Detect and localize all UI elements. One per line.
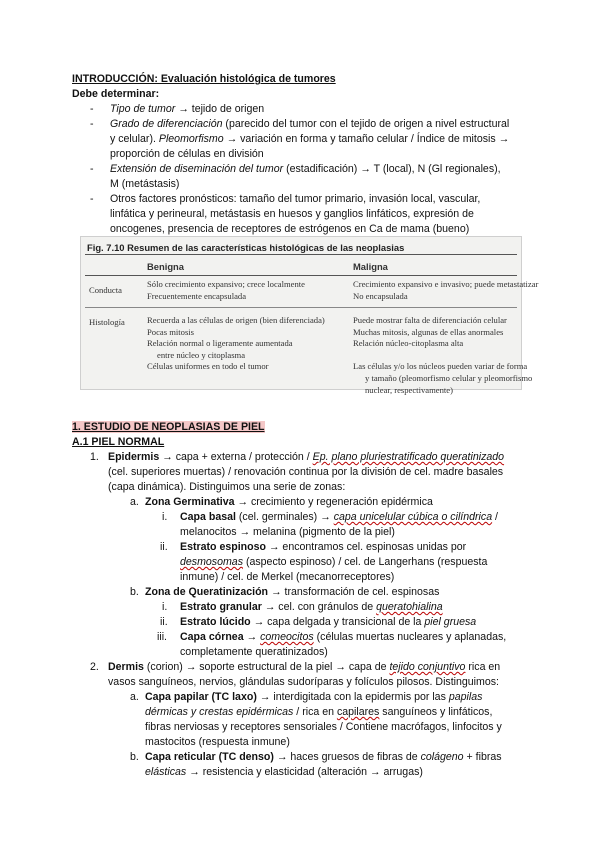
estrato-granular: Estrato granular → cel. con gránulos de queratohialina	[180, 601, 443, 613]
estrato-espinoso-number: ii.	[160, 541, 168, 553]
figure-cell-histologia-malignant: Puede mostrar falta de diferenciación celular Muchas mitosis, algunas de ellas anormales Relación núcleo-citoplasma alta Las células y/o los núcleos pueden variar de forma y tamaño (pleomorfismo celular y pleomorfismo nuclear, respectivamente)	[353, 315, 533, 395]
estrato-espinoso-line-1: Estrato espinoso → encontramos cel. espinosas unidas por	[180, 541, 467, 553]
dermis-line-2: vasos sanguíneos, nervios, glándulas sudoríparas y folículos pilosos. Distinguimos:	[108, 676, 499, 688]
intro-item-1: Tipo de tumor → tejido de origen	[110, 103, 265, 115]
figure-cell-conducta-benign: Sólo crecimiento expansivo; crece localmente Frecuentemente encapsulada	[147, 279, 305, 301]
figure-row-label-conducta: Conducta	[89, 285, 122, 295]
estrato-espinoso-line-2: desmosomas (aspecto espinoso) / cel. de Langerhans (respuesta	[180, 556, 488, 568]
capa-basal-line-1: Capa basal (cel. germinales) → capa unicelular cúbica o cilíndrica /	[180, 511, 498, 523]
figure-col-malignant: Maligna	[353, 261, 388, 272]
epidermis-line-2: (cel. superiores muertas) / renovación continua por la división de cel. madre basales	[108, 466, 504, 478]
capa-cornea-line-2: completamente queratinizados)	[180, 646, 328, 658]
figure-table	[80, 236, 539, 395]
section-1-subtitle: A.1 PIEL NORMAL	[72, 436, 165, 448]
estrato-lucido: Estrato lúcido → capa delgada y transicional de la piel gruesa	[180, 616, 477, 628]
capa-papilar-line-2: dérmicas y crestas epidérmicas / rica en capilares sanguíneos y linfáticos,	[145, 706, 493, 718]
epidermis-line-3: (capa dinámica). Distinguimos una serie de zonas:	[108, 481, 346, 493]
dermis-line-1: Dermis (corion) → soporte estructural de la piel → capa de tejido conjuntivo rica en	[108, 661, 501, 673]
intro-item-4-line-1: Otros factores pronósticos: tamaño del tumor primario, invasión local, vascular,	[110, 193, 481, 205]
dermis-number: 2.	[90, 661, 99, 673]
figure-rule-mid	[85, 307, 517, 308]
capa-cornea-number: iii.	[157, 631, 168, 643]
figure-row-label-histologia: Histología	[89, 317, 125, 327]
intro-bullet-1: -	[90, 103, 94, 115]
intro-item-2-line-2: y celular). Pleomorfismo → variación en forma y tamaño celular / Índice de mitosis →	[110, 133, 510, 145]
intro-item-2-line-1: Grado de diferenciación (parecido del tumor con el tejido de origen a nivel estructural	[110, 118, 510, 130]
capa-cornea-line-1: Capa córnea → comeocitos (células muertas nucleares y aplanadas,	[180, 631, 507, 643]
intro-item-2-line-3: proporción de células en división	[110, 148, 264, 160]
intro-item-4-line-2: linfática y perineural, metástasis en huesos y ganglios linfáticos, expresión de	[110, 208, 474, 220]
capa-papilar-line-4: mastocitos (respuesta inmune)	[145, 736, 290, 748]
zona-queratinizacion: Zona de Queratinización → transformación de cel. espinosas	[145, 586, 440, 598]
figure-rule-top	[85, 254, 517, 255]
intro-item-4-line-3: oncogenes, presencia de receptores de estrógenos en Ca de mama (bueno)	[110, 223, 470, 235]
epidermis-line-1: Epidermis → capa + externa / protección / Ep. plano pluriestratificado queratinizado	[108, 451, 505, 463]
estrato-lucido-number: ii.	[160, 616, 168, 628]
intro-item-3-line-2: M (metástasis)	[110, 178, 180, 190]
zona-germinativa-letter: a.	[130, 496, 139, 508]
capa-basal-line-2: melanocitos → melanina (pigmento de la piel)	[180, 526, 395, 538]
figure-rule-header	[85, 275, 517, 276]
capa-papilar-line-1: Capa papilar (TC laxo) → interdigitada con la epidermis por las papilas	[145, 691, 483, 703]
capa-reticular-line-2: elásticas → resistencia y elasticidad (alteración → arrugas)	[145, 766, 423, 778]
capa-basal-number: i.	[162, 511, 168, 523]
figure-cell-histologia-benign: Recuerda a las células de origen (bien diferenciada) Pocas mitosis Relación normal o ligeramente aumentada entre núcleo y citoplasma Células uniformes en todo el tumor	[147, 315, 325, 372]
estrato-granular-number: i.	[162, 601, 168, 613]
figure-title: Fig. 7.10 Resumen de las características histológicas de las neoplasias	[87, 242, 405, 253]
figure-cell-conducta-malignant: Crecimiento expansivo e invasivo; puede metastatizar No encapsulada	[353, 279, 539, 301]
zona-germinativa: Zona Germinativa → crecimiento y regeneración epidérmica	[145, 496, 433, 508]
intro-bullet-4: -	[90, 193, 94, 205]
intro-item-3-line-1: Extensión de diseminación del tumor (estadificación) → T (local), N (Gl regionales),	[110, 163, 501, 175]
zona-queratinizacion-letter: b.	[130, 586, 139, 598]
intro-bullet-3: -	[90, 163, 94, 175]
capa-papilar-line-3: fibras nerviosas y receptores sensoriales / Contiene macrófagos, linfocitos y	[145, 721, 502, 733]
capa-reticular-line-1: Capa reticular (TC denso) → haces gruesos de fibras de colágeno + fibras	[145, 751, 502, 763]
intro-subtitle: Debe determinar:	[72, 88, 160, 100]
capa-reticular-letter: b.	[130, 751, 139, 763]
figure-col-benign: Benigna	[147, 261, 184, 272]
intro-title: INTRODUCCIÓN: Evaluación histológica de tumores	[72, 73, 336, 85]
capa-papilar-letter: a.	[130, 691, 139, 703]
epidermis-number: 1.	[90, 451, 99, 463]
section-1-title: 1. ESTUDIO DE NEOPLASIAS DE PIEL	[72, 421, 265, 433]
intro-bullet-2: -	[90, 118, 94, 130]
estrato-espinoso-line-3: inmune) / cel. de Merkel (mecanorreceptores)	[180, 571, 395, 583]
